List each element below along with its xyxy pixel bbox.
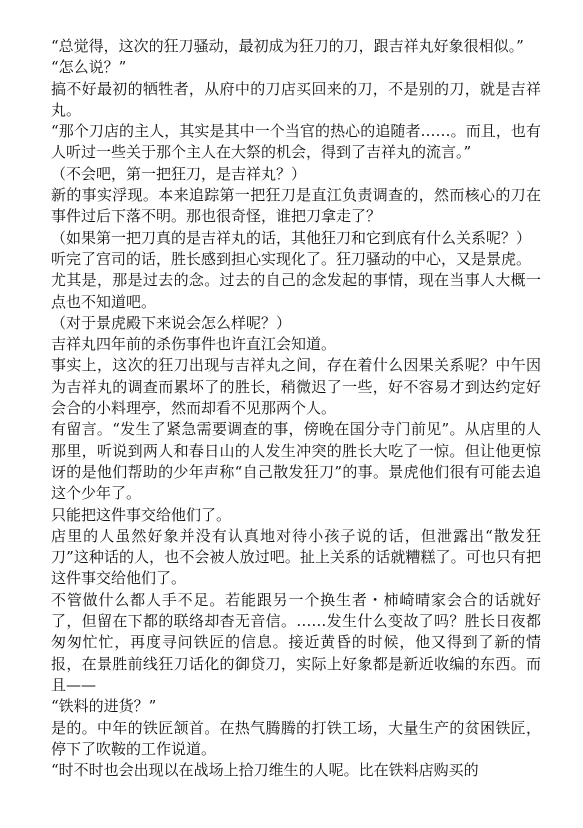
paragraph: （对于景虎殿下来说会怎么样呢？） <box>51 313 292 332</box>
paragraph: 不管做什么都人手不足。若能跟另一个换生者・柿崎晴家会合的话就好了，但留在下都的联络却杳无音信。……发生什么变故了吗？胜长日夜都匆匆忙忙，再度寻问铁匠的信息。接近黄昏的时候，他又得到了新的情报，在景胜前线狂刀话化的御贷刀，实际上好象都是新近收编的东西。而且—— <box>51 590 541 694</box>
paragraph: “总觉得，这次的狂刀骚动，最初成为狂刀的刀，跟吉祥丸好象很相似。” <box>51 37 524 55</box>
paragraph: 店里的人虽然好象并没有认真地对待小孩子说的话，但泄露出“散发狂刀”这种话的人，也不会被人放过吧。扯上关系的话就糟糕了。可也只有把这件事交给他们了。 <box>51 526 541 588</box>
paragraph: “时不时也会出现以在战场上拾刀维生的人呢。比在铁料店购买的 <box>51 761 479 780</box>
paragraph: “那个刀店的主人，其实是其中一个当官的热心的追随者……。而且，也有人听过一些关于那个主人在大祭的机会，得到了吉祥丸的流言。” <box>51 122 541 162</box>
paragraph: 只能把这件事交给他们了。 <box>51 505 232 524</box>
paragraph: “铁料的进货？” <box>51 697 157 716</box>
paragraph: “怎么说？” <box>51 58 127 77</box>
paragraph: 吉祥丸四年前的杀伤事件也许直江会知道。 <box>51 335 337 354</box>
paragraph: 是的。中年的铁匠颔首。在热气腾腾的打铁工场，大量生产的贫困铁匠，停下了吹鞍的工作说道。 <box>51 718 541 758</box>
paragraph: 有留言。“发生了紧急需要调查的事，傍晚在国分寺门前见”。从店里的人那里，听说到两人和春日山的人发生冲突的胜长大吃了一惊。但让他更惊讶的是他们帮助的少年声称“自己散发狂刀”的事。景虎他们很有可能去追这个少年了。 <box>51 420 541 503</box>
paragraph: （如果第一把刀真的是吉祥丸的话，其他狂刀和它到底有什么关系呢？） <box>51 228 532 247</box>
paragraph: 搞不好最初的牺牲者，从府中的刀店买回来的刀，不是别的刀，就是吉祥丸。 <box>51 79 541 119</box>
paragraph: 事实上，这次的狂刀出现与吉祥丸之间，存在着什么因果关系呢？中午因为吉祥丸的调查而累坏了的胜长，稍微迟了一些，好不容易才到达约定好会合的小料理亭，然而却看不见那两个人。 <box>51 356 541 418</box>
paragraph: （不会吧，第一把狂刀，是吉祥丸？） <box>51 164 307 183</box>
paragraph: 尤其是，那是过去的念。过去的自己的念发起的事情，现在当事人大概一点也不知道吧。 <box>51 271 541 311</box>
paragraph: 新的事实浮现。本来追踪第一把狂刀是直江负责调查的，然而核心的刀在事件过后下落不明。那也很奇怪，谁把刀拿走了？ <box>51 186 541 226</box>
paragraph: 听完了宫司的话，胜长感到担心实现化了。狂刀骚动的中心，又是景虎。 <box>51 249 532 268</box>
